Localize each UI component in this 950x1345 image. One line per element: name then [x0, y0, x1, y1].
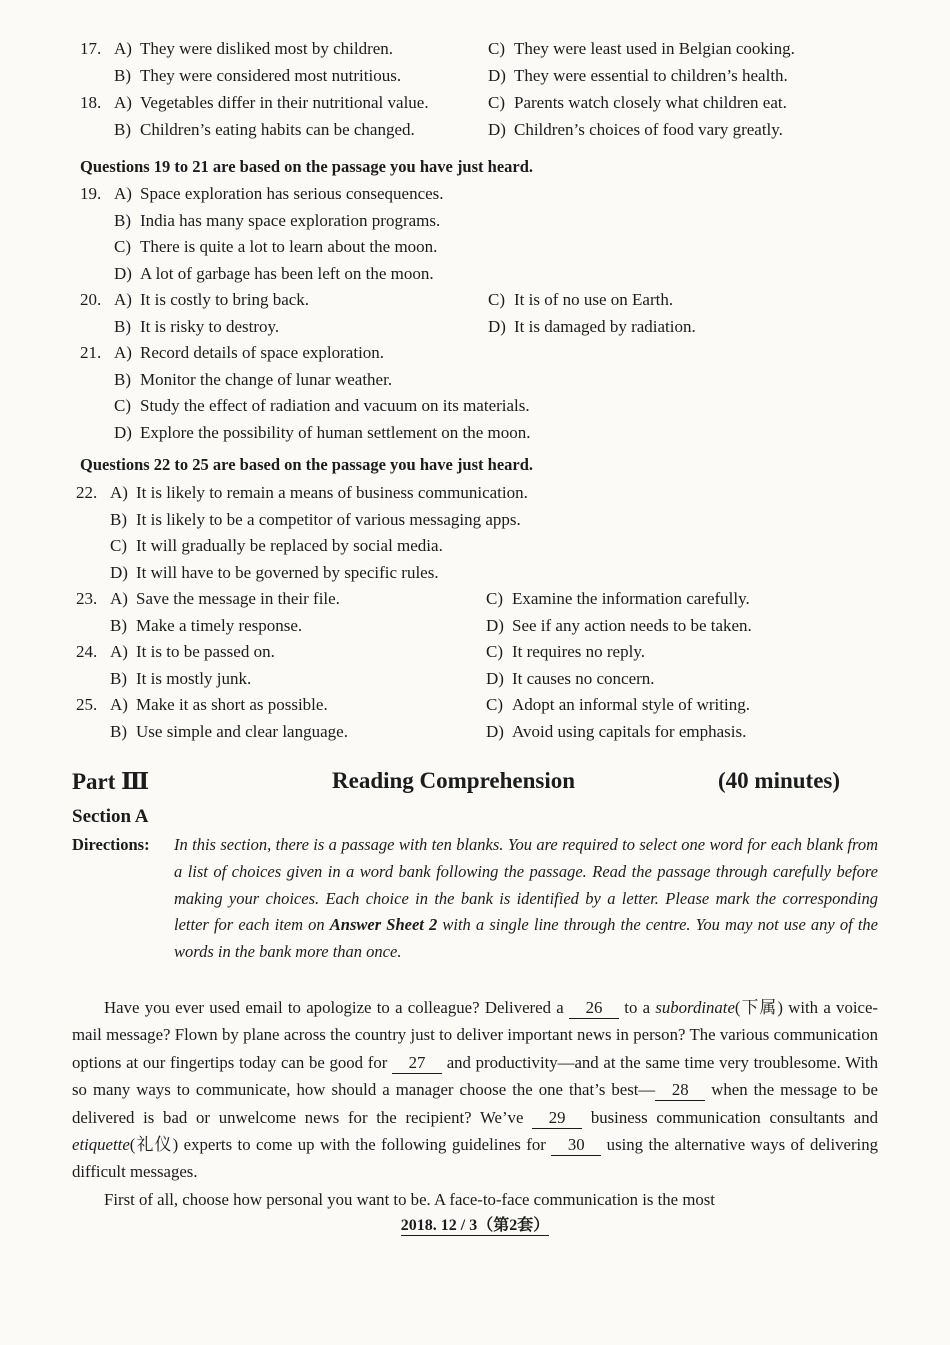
question-18 [80, 90, 900, 143]
option-a: A) They were disliked most by children. [114, 39, 394, 58]
option-a: A) It is costly to bring back. [114, 290, 310, 309]
question-number: 21. [80, 343, 102, 362]
option-d: D) It causes no concern. [486, 668, 655, 688]
option-c: C) They were least used in Belgian cooking. [488, 39, 795, 58]
option-d: D) See if any action needs to be taken. [486, 615, 752, 635]
blank-26: 26 [569, 998, 619, 1019]
option-b: B) It is risky to destroy. [114, 316, 280, 336]
option-b: B) It is mostly junk. [110, 668, 252, 688]
option-c: C) There is quite a lot to learn about the moon. [114, 237, 438, 256]
option-b: B) Make a timely response. [110, 615, 303, 635]
reading-passage [72, 994, 878, 1213]
option-a: A) Vegetables differ in their nutritional value. [114, 93, 429, 112]
option-a: A) Space exploration has serious consequences. [114, 184, 444, 203]
option-d: D) They were essential to children’s health. [488, 65, 788, 85]
page-footer: 2018. 12 / 3（第2套） [400, 1217, 550, 1234]
option-d: D) It will have to be governed by specific rules. [110, 562, 439, 582]
option-b: B) It is likely to be a competitor of various messaging apps. [110, 509, 521, 529]
blank-28: 28 [655, 1080, 705, 1101]
part-time: (40 minutes) [718, 768, 841, 793]
question-number: 24. [76, 642, 98, 661]
questions-22-25-heading: Questions 22 to 25 are based on the passage you have just heard. [80, 455, 534, 474]
question-number: 22. [76, 483, 98, 502]
option-c: C) It is of no use on Earth. [488, 290, 674, 309]
option-a: A) Record details of space exploration. [114, 343, 385, 362]
blank-29: 29 [532, 1108, 582, 1129]
option-d: D) It is damaged by radiation. [488, 316, 696, 336]
option-a: A) Save the message in their file. [110, 589, 340, 608]
option-d: D) Avoid using capitals for emphasis. [486, 721, 747, 741]
section-title: Section A [72, 806, 149, 827]
passage-paragraph: First of all, choose how personal you want to be. A face-to-face communication is the most [104, 1189, 715, 1209]
option-b: B) They were considered most nutritious. [114, 65, 402, 85]
question-25 [76, 692, 896, 745]
question-number: 23. [76, 589, 98, 608]
option-c: C) It requires no reply. [486, 642, 645, 661]
question-20 [80, 287, 900, 340]
question-number: 19. [80, 184, 102, 203]
option-c: C) Study the effect of radiation and vacuum on its materials. [114, 396, 530, 415]
option-a: A) Make it as short as possible. [110, 695, 328, 714]
option-a: A) It is to be passed on. [110, 642, 275, 661]
option-c: C) Parents watch closely what children eat. [488, 93, 787, 112]
directions [72, 832, 878, 966]
question-23 [76, 586, 896, 639]
question-17 [80, 36, 900, 89]
question-number: 18. [80, 93, 102, 112]
question-number: 25. [76, 695, 98, 714]
option-d: D) Explore the possibility of human settlement on the moon. [114, 422, 531, 442]
option-b: B) India has many space exploration programs. [114, 210, 441, 230]
part-heading [72, 768, 872, 802]
passage-paragraph: Have you ever used email to apologize to a colleague? Delivered a 26 to a subordinate(下属) with a voice-mail message? Flown by plane across the country just to deliver important news in person? The various communication options at our fingertips today can be good for 27 and productivity—and at the same time very troublesome. With so many ways to communicate, how should a manager choose the one that’s best— 28 when the message to be delivered is bad or unwelcome news for the recipient? We’ve 29 business communication consultants and etiquette(礼仪) experts to come up with the following guidelines for 30 using the alternative ways of delivering difficult messages. [72, 998, 879, 1182]
option-b: B) Monitor the change of lunar weather. [114, 369, 393, 389]
question-number: 20. [80, 290, 102, 309]
question-24 [76, 639, 896, 692]
questions-19-21-heading: Questions 19 to 21 are based on the passage you have just heard. [80, 157, 534, 176]
directions-label: Directions: [72, 835, 150, 854]
option-c: C) Adopt an informal style of writing. [486, 695, 750, 714]
question-22 [76, 480, 896, 586]
option-c: C) It will gradually be replaced by social media. [110, 536, 443, 555]
question-19 [80, 181, 900, 287]
part-label: Part Ⅲ [72, 769, 150, 794]
blank-30: 30 [551, 1135, 601, 1156]
question-21 [80, 340, 900, 446]
option-d: D) Children’s choices of food vary greatly. [488, 119, 783, 139]
option-d: D) A lot of garbage has been left on the moon. [114, 263, 434, 283]
option-b: B) Use simple and clear language. [110, 721, 348, 741]
part-title: Reading Comprehension [332, 768, 576, 793]
option-c: C) Examine the information carefully. [486, 589, 750, 608]
option-b: B) Children’s eating habits can be changed. [114, 119, 415, 139]
question-number: 17. [80, 39, 102, 58]
directions-text: In this section, there is a passage with ten blanks. You are required to select one word for each blank from a list of choices given in a word bank following the passage. Read the passage through carefully before making your choices. Each choice in the bank is identified by a letter. Please mark the corresponding letter for each item on Answer Sheet 2 with a single line through the centre. You may not use any of the words in the bank more than once. [174, 835, 878, 962]
blank-27: 27 [392, 1053, 442, 1074]
option-a: A) It is likely to remain a means of business communication. [110, 483, 528, 502]
